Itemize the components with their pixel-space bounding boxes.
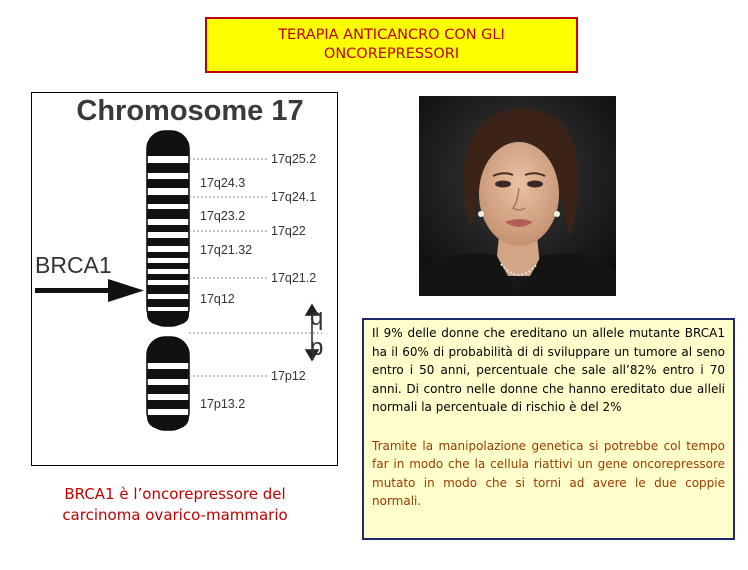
slide-title-box — [205, 17, 578, 73]
band-label-17q25-2: 17q25.2 — [271, 152, 317, 166]
caption-line2: carcinoma ovarico-mammario — [62, 506, 288, 524]
slide-title-line2: ONCOREPRESSORI — [323, 46, 460, 62]
band-label-17p12: 17p12 — [271, 369, 306, 383]
chromosome-heading: Chromosome 17 — [76, 95, 304, 127]
chromosome-diagram — [32, 93, 339, 467]
chromosome-17-figure — [31, 92, 338, 466]
caption-line1: BRCA1 è l’oncorepressore del — [64, 485, 286, 503]
arm-label-p: p — [310, 334, 324, 361]
info-text-box — [362, 318, 735, 540]
band-label-17q23-2: 17q23.2 — [200, 209, 246, 223]
brca1-label: BRCA1 — [35, 252, 112, 278]
band-label-17q22: 17q22 — [271, 224, 306, 238]
band-label-17q24-3: 17q24.3 — [200, 176, 246, 190]
gene-therapy-paragraph: Tramite la manipolazione genetica si potrebbe col tempo far in modo che la cellula riattivi un gene oncorepressore mutato in modo che si torni ad avere le due coppie normali. — [372, 438, 725, 508]
portrait-photo — [419, 96, 616, 296]
band-label-17q12: 17q12 — [200, 292, 235, 306]
portrait-illustration — [419, 96, 616, 296]
band-label-17q21-32: 17q21.32 — [200, 243, 253, 257]
brca1-arrow-icon — [35, 279, 144, 302]
risk-paragraph: Il 9% delle donne che ereditano un allele mutante BRCA1 ha il 60% di probabilità di di sviluppare un tumore al seno entro i 50 anni, percentuale che sale all’82% entro i 70 anni. Di contro nelle donne che hanno ereditato due alleli normali la percentuale di rischio è del 2% — [372, 326, 725, 414]
arm-label-q: q — [310, 304, 324, 331]
slide-title-line1: TERAPIA ANTICANCRO CON GLI — [278, 27, 505, 43]
band-label-17q21-2: 17q21.2 — [271, 271, 317, 285]
band-label-17q24-1: 17q24.1 — [271, 190, 317, 204]
brca1-caption — [20, 484, 330, 526]
band-label-17p13-2: 17p13.2 — [200, 397, 246, 411]
